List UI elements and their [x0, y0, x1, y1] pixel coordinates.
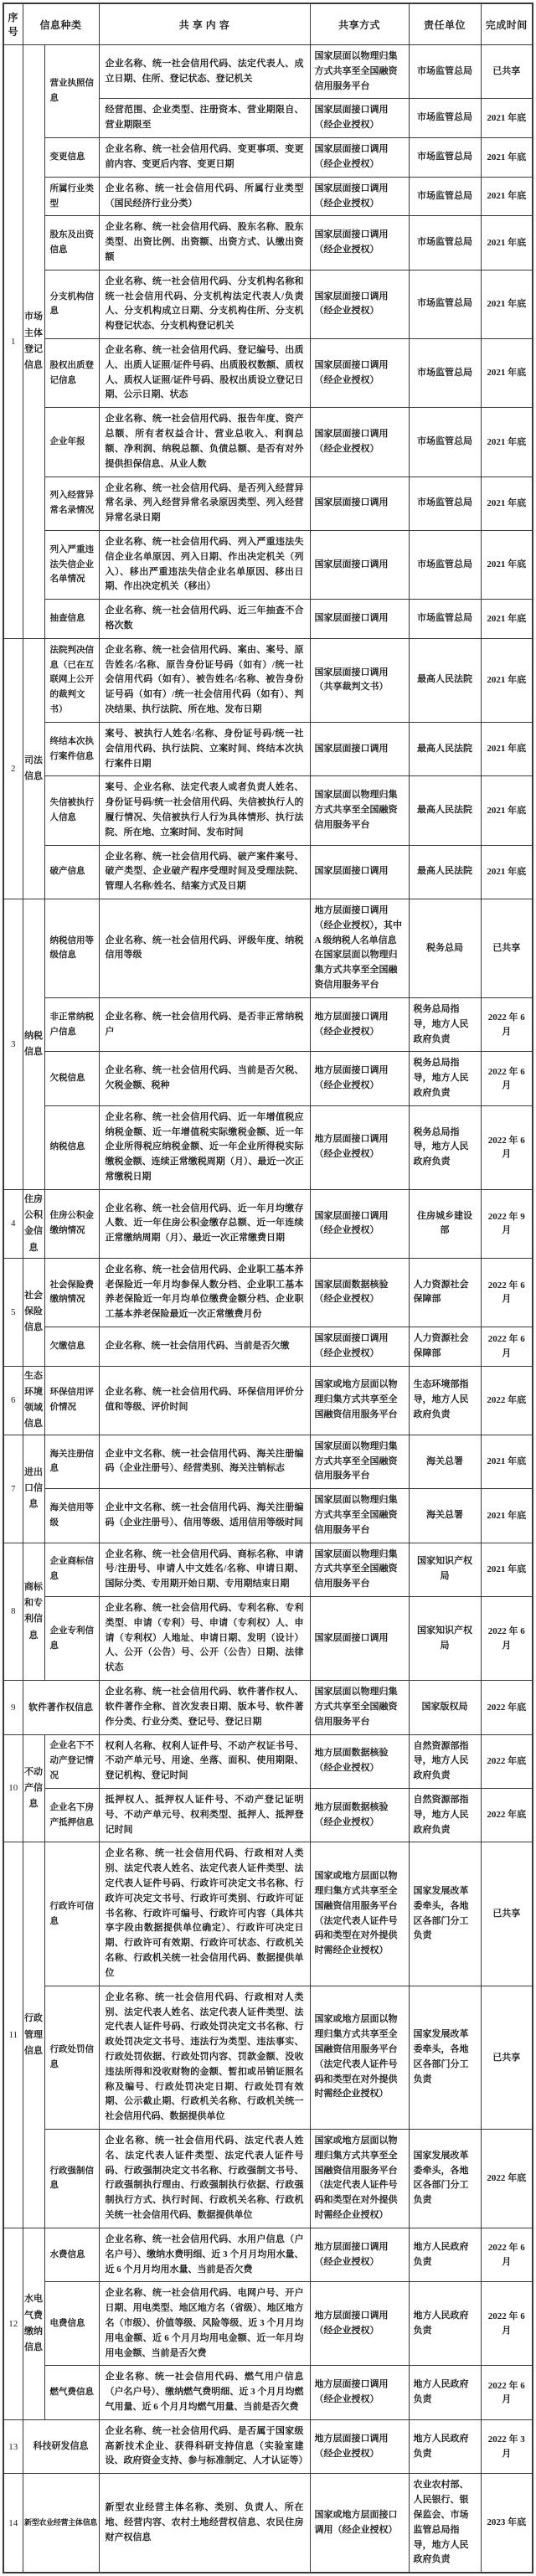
unit-cell: 市场监管总局	[409, 530, 481, 599]
table-row	[3, 600, 533, 639]
subtype-cell: 所属行业类型	[44, 177, 99, 216]
table-row	[3, 1734, 533, 1788]
group-label-cell: 生态环境领域信息	[23, 1366, 44, 1435]
subtype-cell: 变更信息	[44, 138, 99, 178]
group-label-cell: 市场主体登记信息	[23, 45, 44, 639]
content-cell: 企业名称、统一社会信用代码、报告年度、资产总额、所有者权益合计、营业总收入、利润总额、净利润、纳税总额、负债总额、是否有对外提供担保信息、从业人数	[99, 408, 310, 477]
deadline-cell: 已共享	[481, 45, 533, 99]
content-cell: 企业名称、统一社会信用代码、当前是否欠税、欠税金额、税种	[99, 1052, 310, 1105]
deadline-cell: 2021 年底	[481, 1543, 533, 1596]
content-cell: 抵押权人、抵押权人证件号、不动产登记证明号、不动产单元号、权利类型、抵押人、抵押登记时间	[99, 1788, 310, 1842]
subtype-cell: 环保信用评价情况	[44, 1366, 99, 1435]
content-cell: 企业名称、统一社会信用代码、股东名称、股东类型、出资比例、出资额、出资方式、认缴出资额	[99, 216, 310, 270]
unit-cell: 最高人民法院	[409, 776, 481, 845]
subtype-cell: 企业专利信息	[44, 1597, 99, 1681]
subtype-cell: 终结本次执行案件信息	[44, 722, 99, 775]
content-cell: 企业名称、统一社会信用代码、近一年增值税应纳税金额、近一年增值税实际缴税金额、近一年企业所得税应纳税金额、近一年企业所得税实际缴税金额、连续正常缴税周期（月）、最近一次正常缴税日期	[99, 1105, 310, 1189]
unit-cell: 地方人民政府负责	[409, 2419, 481, 2473]
method-cell: 国家层面接口调用（经企业授权）	[310, 408, 409, 477]
table-row	[3, 1105, 533, 1189]
table-row	[3, 2474, 533, 2573]
content-cell: 企业名称、统一社会信用代码、变更事项、变更前内容、变更后内容、变更日期	[99, 138, 310, 178]
header-type: 信息种类	[23, 3, 99, 45]
subtype-cell: 法院判决信息（已在互联网上公开的裁判文书）	[44, 638, 99, 722]
subtype-cell: 失信被执行人信息	[44, 776, 99, 845]
table-row	[3, 1327, 533, 1367]
method-cell: 地方层面接口调用（经企业授权）	[310, 2419, 409, 2473]
deadline-cell: 2021 年底	[481, 600, 533, 639]
subtype-cell: 纳税信息	[44, 1105, 99, 1189]
subtype-cell: 企业商标信息	[44, 1543, 99, 1596]
method-cell: 地方层面接口调用（经企业授权）	[310, 2366, 409, 2419]
group-number-cell: 5	[3, 1258, 23, 1366]
deadline-cell: 2021 年底	[481, 408, 533, 477]
content-cell: 企业中文名称、统一社会信用代码、海关注册编码（企业注册号）、经营类别、海关注销标志	[99, 1435, 310, 1488]
group-label-cell: 社会保险信息	[23, 1258, 44, 1366]
group-label-cell: 纳税信息	[23, 899, 44, 1190]
method-cell: 国家层面接口调用	[310, 600, 409, 639]
group-number-cell: 8	[3, 1543, 23, 1681]
content-cell: 案号、企业名称、法定代表人或者负责人姓名、身份证号码/统一社会信用代码、失信被执行人的履行情况、失信被执行人行为具体情形、执行法院、所在地、立案时间、发布时间	[99, 776, 310, 845]
unit-cell: 地方人民政府负责	[409, 2228, 481, 2281]
unit-cell: 税务总局	[409, 899, 481, 998]
method-cell: 国家层面接口调用	[310, 530, 409, 599]
table-row	[3, 776, 533, 845]
unit-cell: 市场监管总局	[409, 216, 481, 270]
table-row	[3, 1366, 533, 1435]
deadline-cell: 2022 年 6 月	[481, 2282, 533, 2366]
group-number-cell: 9	[3, 1681, 23, 1734]
deadline-cell: 2021 年底	[481, 270, 533, 338]
unit-cell: 海关总署	[409, 1489, 481, 1543]
table-row	[3, 339, 533, 408]
deadline-cell: 2022 年底	[481, 1366, 533, 1435]
group-number-cell: 11	[3, 1842, 23, 2228]
unit-cell: 国家发展改革委牵头，各地区各部门分工负责	[409, 1986, 481, 2129]
unit-cell: 农业农村部、人民银行、银保监会、市场监管总局指导，地方人民政府负责	[409, 2474, 481, 2573]
subtype-cell: 海关信用等级	[44, 1489, 99, 1543]
method-cell: 国家层面以物理归集方式共享至全国融资信用服务平台	[310, 1681, 409, 1734]
deadline-cell: 2022 年底	[481, 2130, 533, 2228]
table-row	[3, 1052, 533, 1105]
content-cell: 企业名称、统一社会信用代码、分支机构名称和统一社会信用代码、分支机构法定代表人/负责人、分支机构成立日期、分支机构住所、分支机构登记状态、分支机构登记机关	[99, 270, 310, 338]
unit-cell: 税务总局指导，地方人民政府负责	[409, 997, 481, 1051]
unit-cell: 市场监管总局	[409, 270, 481, 338]
content-cell: 企业名称、统一社会信用代码、破产案件案号、破产类型、企业破产程序受理时间及受理法院、管理人名称/姓名、结案方式及日期	[99, 845, 310, 899]
content-cell: 企业名称、统一社会信用代码、是否非正常纳税户	[99, 997, 310, 1051]
unit-cell: 市场监管总局	[409, 45, 481, 99]
group-number-cell: 10	[3, 1734, 23, 1842]
content-cell: 案号、被执行人姓名/名称、身份证号码/统一社会信用代码、执行法院、立案时间、终结本次执行案件日期	[99, 722, 310, 775]
method-cell: 地方层面接口调用（经企业授权）	[310, 1052, 409, 1105]
table-row	[3, 899, 533, 998]
deadline-cell: 2022 年 6 月	[481, 997, 533, 1051]
method-cell: 国家或地方层面以物理归集方式共享至全国融资信用服务平台（法定代表人证件号码和类型在对外提供时需经企业授权）	[310, 1986, 409, 2129]
content-cell: 企业名称、统一社会信用代码、法定代表人姓名、法定代表人证件类型、法定代表人证件号码、行政强制决定文书名称、行政强制文书号、行政强制执行理由、行政强制执行依据、行政强制执行方式、执行时间、行政机关名称、行政机关统一社会信用代码、数据提供单位	[99, 2130, 310, 2228]
deadline-cell: 2021 年底	[481, 477, 533, 530]
header-content: 共 享 内 容	[99, 3, 310, 45]
deadline-cell: 2022 年 6 月	[481, 1052, 533, 1105]
content-cell: 企业名称、统一社会信用代码、软件著作权人、软件著作全称、首次发表日期、版本号、软件著作分类、行业分类、登记号、登记日期	[99, 1681, 310, 1734]
deadline-cell: 已共享	[481, 899, 533, 998]
unit-cell: 人力资源社会保障部	[409, 1258, 481, 1327]
group-number-cell: 14	[3, 2474, 23, 2573]
method-cell: 地方层面接口调用（经企业授权）	[310, 2228, 409, 2281]
deadline-cell: 2021 年底	[481, 1489, 533, 1543]
table-row	[3, 408, 533, 477]
subtype-cell: 非正常纳税户信息	[44, 997, 99, 1051]
unit-cell: 市场监管总局	[409, 339, 481, 408]
subtype-cell: 股权出质登记信息	[44, 339, 99, 408]
group-number-cell: 2	[3, 638, 23, 899]
method-cell: 地方层面数据核验（经企业授权）	[310, 1788, 409, 1842]
group-label-cell: 新型农业经营主体信息	[23, 2474, 99, 2573]
group-number-cell: 13	[3, 2419, 23, 2473]
group-label-cell: 不动产信息	[23, 1734, 44, 1842]
table-row	[3, 1543, 533, 1596]
unit-cell: 税务总局指导，地方人民政府负责	[409, 1052, 481, 1105]
header-unit: 责任单位	[409, 3, 481, 45]
method-cell: 国家层面接口调用	[310, 722, 409, 775]
method-cell: 国家层面接口调用（经企业授权）	[310, 99, 409, 138]
table-row	[3, 1258, 533, 1327]
content-cell: 企业名称、统一社会信用代码、环保信用评价分值和等级、评价时间	[99, 1366, 310, 1435]
table-row	[3, 845, 533, 899]
content-cell: 企业名称、统一社会信用代码、企业职工基本养老保险近一年月均参保人数分档、企业职工基本养老保险近一年月均单位缴费金额分档、企业职工基本养老保险最近一次正常缴费月份	[99, 1258, 310, 1327]
unit-cell: 最高人民法院	[409, 722, 481, 775]
method-cell: 国家层面以物理归集方式共享至全国融资信用服务平台	[310, 776, 409, 845]
unit-cell: 生态环境部指导，地方人民政府负责	[409, 1366, 481, 1435]
table-row	[3, 138, 533, 178]
unit-cell: 国家知识产权局	[409, 1543, 481, 1596]
deadline-cell: 2021 年底	[481, 138, 533, 178]
group-number-cell: 1	[3, 45, 23, 639]
subtype-cell: 社会保险费缴纳情况	[44, 1258, 99, 1327]
method-cell: 国家层面以物理归集方式共享至全国融资信用服务平台	[310, 1435, 409, 1488]
unit-cell: 自然资源部指导，地方人民政府负责	[409, 1734, 481, 1788]
unit-cell: 地方人民政府负责	[409, 2282, 481, 2366]
unit-cell: 市场监管总局	[409, 99, 481, 138]
deadline-cell: 2022 年底	[481, 1788, 533, 1842]
subtype-cell: 抽查信息	[44, 600, 99, 639]
content-cell: 企业名称、统一社会信用代码、商标名称、申请号/注册号、申请人中文姓名/名称、申请日期、国际分类、专用期开始日期、专用期结束日期	[99, 1543, 310, 1596]
method-cell: 地方层面接口调用（经企业授权），其中 A 级纳税人名单信息在国家层面以物理归集方式共享至全国融资信用服务平台	[310, 899, 409, 998]
unit-cell: 国家发展改革委牵头，各地区各部门分工负责	[409, 1842, 481, 1986]
subtype-cell: 欠缴信息	[44, 1327, 99, 1367]
deadline-cell: 2022 年 3 月	[481, 2419, 533, 2473]
subtype-cell: 电费信息	[44, 2282, 99, 2366]
deadline-cell: 2022 年底	[481, 1681, 533, 1734]
method-cell: 国家层面接口调用（共享裁判文书）	[310, 638, 409, 722]
subtype-cell: 住房公积金缴纳情况	[44, 1189, 99, 1258]
deadline-cell: 2021 年底	[481, 638, 533, 722]
unit-cell: 市场监管总局	[409, 408, 481, 477]
content-cell: 企业名称、统一社会信用代码、近一年月均缴存人数、近一年住房公积金缴存总额、近一年连续正常缴纳周期（月）、最近一次正常缴费日期	[99, 1189, 310, 1258]
method-cell: 国家层面接口调用	[310, 477, 409, 530]
subtype-cell: 海关注册信息	[44, 1435, 99, 1488]
deadline-cell: 2021 年底	[481, 530, 533, 599]
subtype-cell: 纳税信用等级信息	[44, 899, 99, 998]
unit-cell: 地方人民政府负责	[409, 2366, 481, 2419]
deadline-cell: 2021 年底	[481, 845, 533, 899]
table-row	[3, 2228, 533, 2281]
table-row	[3, 638, 533, 722]
deadline-cell: 2023 年底	[481, 2474, 533, 2573]
table-row	[3, 1489, 533, 1543]
method-cell: 国家层面接口调用（经企业授权）	[310, 339, 409, 408]
group-number-cell: 6	[3, 1366, 23, 1435]
method-cell: 国家层面以物理归集方式共享至全国融资信用服务平台	[310, 1543, 409, 1596]
unit-cell: 自然资源部指导，地方人民政府负责	[409, 1788, 481, 1842]
deadline-cell: 2022 年 6 月	[481, 1258, 533, 1327]
content-cell: 企业名称、统一社会信用代码、登记编号、出质人、出质人证照/证件号码、出质股权数额、质权人、质权人证照/证件号码、股权出质设立登记日期、公示日期、状态	[99, 339, 310, 408]
content-cell: 企业名称、统一社会信用代码、燃气用户信息（户名户号）、缴纳燃气费明细、近 3 个月月均燃气用量、近 6 个月月均燃气用量、当前是否欠费	[99, 2366, 310, 2419]
deadline-cell: 2022 年 9 月	[481, 1189, 533, 1258]
unit-cell: 市场监管总局	[409, 600, 481, 639]
deadline-cell: 2021 年底	[481, 339, 533, 408]
unit-cell: 住房城乡建设部	[409, 1189, 481, 1258]
deadline-cell: 2021 年底	[481, 99, 533, 138]
header-no: 序号	[3, 3, 23, 45]
table-row	[3, 2130, 533, 2228]
header-deadline: 完成时间	[481, 3, 533, 45]
table-row	[3, 1435, 533, 1488]
deadline-cell: 已共享	[481, 1842, 533, 1986]
content-cell: 企业名称、统一社会信用代码、所属行业类型（国民经济行业分类）	[99, 177, 310, 216]
content-cell: 企业名称、统一社会信用代码、列入严重违法失信企业名单原因、列入日期、作出决定机关（列入）、移出严重违法失信企业名单原因、移出日期、作出决定机关（移出）	[99, 530, 310, 599]
content-cell: 企业名称、统一社会信用代码、行政相对人类别、法定代表人姓名、法定代表人证件类型、法定代表人证件号码、行政许可决定文书名称、行政许可决定文书号、行政许可类别、行政许可证书名称、行政许可编号、行政许可内容（具体共享字段由数据提供单位确定）、行政许可决定日期、行政许可有效期、行政许可状态、行政机关名称、行政机关统一社会信用代码、数据提供单位	[99, 1842, 310, 1986]
deadline-cell: 2022 年 6 月	[481, 1327, 533, 1367]
group-label-cell: 司法信息	[23, 638, 44, 899]
table-row	[3, 1986, 533, 2129]
method-cell: 国家层面以物理归集方式共享至全国融资信用服务平台	[310, 1489, 409, 1543]
subtype-cell: 燃气费信息	[44, 2366, 99, 2419]
deadline-cell: 2022 年 6 月	[481, 1597, 533, 1681]
method-cell: 国家层面接口调用（经企业授权）	[310, 216, 409, 270]
content-cell: 企业名称、统一社会信用代码、案由、案号、原告姓名/名称、原告身份证号码（如有）/统一社会信用代码（如有）、被告姓名/名称、被告身份证号码（如有）/统一社会信用代码（如有）、判决结果、执行法院、所在地、发布日期	[99, 638, 310, 722]
method-cell: 国家层面接口调用	[310, 845, 409, 899]
content-cell: 企业名称、统一社会信用代码、当前是否欠缴	[99, 1327, 310, 1367]
content-cell: 企业名称、统一社会信用代码、法定代表人、成立日期、住所、登记状态、登记机关	[99, 45, 310, 99]
subtype-cell: 欠税信息	[44, 1052, 99, 1105]
deadline-cell: 2022 年底	[481, 1734, 533, 1788]
method-cell: 地方层面接口调用（经企业授权）	[310, 2282, 409, 2366]
subtype-cell: 企业名下不动产登记情况	[44, 1734, 99, 1788]
deadline-cell: 2021 年底	[481, 1435, 533, 1488]
subtype-cell: 行政许可信息	[44, 1842, 99, 1986]
method-cell: 国家或地方层面以物理归集方式共享至全国融资信用服务平台（法定代表人证件号码和类型在对外提供时需经企业授权）	[310, 1842, 409, 1986]
table-row	[3, 477, 533, 530]
unit-cell: 国家知识产权局	[409, 1597, 481, 1681]
table-row	[3, 1788, 533, 1842]
table-row	[3, 997, 533, 1051]
method-cell: 国家层面接口调用（经企业授权）	[310, 177, 409, 216]
deadline-cell: 2021 年底	[481, 722, 533, 775]
subtype-cell: 营业执照信息	[44, 45, 99, 138]
subtype-cell: 行政强制信息	[44, 2130, 99, 2228]
unit-cell: 海关总署	[409, 1435, 481, 1488]
table-row	[3, 45, 533, 99]
subtype-cell: 企业名下房产抵押信息	[44, 1788, 99, 1842]
group-number-cell: 4	[3, 1189, 23, 1258]
subtype-cell: 列入经营异常名录情况	[44, 477, 99, 530]
subtype-cell: 破产信息	[44, 845, 99, 899]
content-cell: 企业名称、统一社会信用代码、是否列入经营异常名录、列入经营异常名录原因类型、列入经营异常名录日期	[99, 477, 310, 530]
table-row	[3, 177, 533, 216]
group-number-cell: 3	[3, 899, 23, 1190]
subtype-cell: 列入严重违法失信企业名单情况	[44, 530, 99, 599]
content-cell: 企业名称、统一社会信用代码、行政相对人类别、法定代表人姓名、法定代表人证件类型、法定代表人证件号码、行政处罚决定文书名称、行政处罚决定文书号、违法行为类型、违法事实、行政处罚依据、行政处罚内容、罚款金额、没收违法所得和没收财物的金额、暂扣或吊销证照名称及编号、行政处罚决定日期、行政处罚有效期、公示截止期、行政机关名称、行政机关统一社会信用代码、数据提供单位	[99, 1986, 310, 2129]
deadline-cell: 2021 年底	[481, 177, 533, 216]
unit-cell: 最高人民法院	[409, 638, 481, 722]
method-cell: 国家或地方层面接口调用（经企业授权）	[310, 2474, 409, 2573]
subtype-cell: 水费信息	[44, 2228, 99, 2281]
deadline-cell: 已共享	[481, 1986, 533, 2129]
content-cell: 企业名称、统一社会信用代码、评级年度、纳税信用等级	[99, 899, 310, 998]
deadline-cell: 2022 年 6 月	[481, 2228, 533, 2281]
unit-cell: 市场监管总局	[409, 138, 481, 178]
content-cell: 新型农业经营主体名称、类别、负责人、所在地、经营内容、农村土地经营权信息、农民住房财产权信息	[99, 2474, 310, 2573]
content-cell: 经营范围、企业类型、注册资本、营业期限自、营业期限至	[99, 99, 310, 138]
unit-cell: 最高人民法院	[409, 845, 481, 899]
header-method: 共享方式	[310, 3, 409, 45]
method-cell: 地方层面接口调用（经企业授权）	[310, 1105, 409, 1189]
method-cell: 国家层面接口调用（经企业授权）	[310, 138, 409, 178]
table-row	[3, 2419, 533, 2473]
content-cell: 企业名称、统一社会信用代码、电网户号、开户日期、用电类型、地区地方名（省级）、地区地方名（市级）、价值等级、风险等级、近 3 个月月均用电金额、近 6 个月月均用电金额、近一年月均用电金额、当前是否欠费	[99, 2282, 310, 2366]
table-row	[3, 1189, 533, 1258]
content-cell: 企业名称、统一社会信用代码、水用户信息（户名户号）、缴纳水费明细、近 3 个月月均用水量、近 6 个月月均用水量、当前是否欠费	[99, 2228, 310, 2281]
subtype-cell: 行政处罚信息	[44, 1986, 99, 2129]
content-cell: 权利人名称、权利人证件号、不动产权证书号、不动产单元号、用途、坐落、面积、使用期限、登记机构、登记时间	[99, 1734, 310, 1788]
subtype-cell: 分支机构信息	[44, 270, 99, 338]
group-label-cell: 行政管理信息	[23, 1842, 44, 2228]
group-label-cell: 住房公积金信息	[23, 1189, 44, 1258]
table-body	[3, 45, 533, 2573]
group-label-cell: 商标和专利信息	[23, 1543, 44, 1681]
group-label-cell: 科技研发信息	[23, 2419, 99, 2473]
table-row	[3, 2282, 533, 2366]
table-row	[3, 2366, 533, 2419]
table-row	[3, 722, 533, 775]
method-cell: 国家层面以物理归集方式共享至全国融资信用服务平台	[310, 45, 409, 99]
content-cell: 企业名称、统一社会信用代码、是否属于国家级高新技术企业、获得科研支持信息（实验室建设、政府资金支持、参与标准制定、人才认证等）	[99, 2419, 310, 2473]
content-cell: 企业名称、统一社会信用代码、近三年抽查不合格次数	[99, 600, 310, 639]
deadline-cell: 2021 年底	[481, 776, 533, 845]
group-number-cell: 7	[3, 1435, 23, 1543]
subtype-cell: 股东及出资信息	[44, 216, 99, 270]
table-row	[3, 1597, 533, 1681]
header-row	[3, 3, 533, 45]
method-cell: 国家层面接口调用	[310, 1597, 409, 1681]
group-label-cell: 水电气费缴纳信息	[23, 2228, 44, 2419]
table-header	[3, 3, 533, 45]
method-cell: 地方层面数据核验（经企业授权）	[310, 1734, 409, 1788]
table-row	[3, 270, 533, 338]
unit-cell: 市场监管总局	[409, 477, 481, 530]
method-cell: 国家或地方层面以物理归集方式共享至全国融资信用服务平台（法定代表人证件号码和类型在对外提供时需经企业授权）	[310, 2130, 409, 2228]
deadline-cell: 2022 年 6 月	[481, 1105, 533, 1189]
method-cell: 国家或地方层面以物理归集方式共享至全国融资信用服务平台	[310, 1366, 409, 1435]
subtype-cell: 企业年报	[44, 408, 99, 477]
method-cell: 地方层面接口调用（经企业授权）	[310, 997, 409, 1051]
unit-cell: 市场监管总局	[409, 177, 481, 216]
method-cell: 国家层面接口调用（经企业授权）	[310, 270, 409, 338]
method-cell: 国家层面接口调用（经企业授权）	[310, 1327, 409, 1367]
table-row	[3, 216, 533, 270]
unit-cell: 税务总局指导，地方人民政府负责	[409, 1105, 481, 1189]
table-row	[3, 1842, 533, 1986]
unit-cell: 人力资源社会保障部	[409, 1327, 481, 1367]
info-sharing-table	[3, 3, 533, 2573]
table-row	[3, 1681, 533, 1734]
unit-cell: 国家发展改革委牵头，各地区各部门分工负责	[409, 2130, 481, 2228]
deadline-cell: 2022 年 6 月	[481, 2366, 533, 2419]
deadline-cell: 2021 年底	[481, 216, 533, 270]
group-label-cell: 软件著作权信息	[23, 1681, 99, 1734]
group-label-cell: 进出口信息	[23, 1435, 44, 1543]
content-cell: 企业名称、统一社会信用代码、专利名称、专利类型、申请（专利）号、申请（专利权）人、申请（专利权）人地址、申请日期、发明（设计）人、公开（公告）号、公开（公告）日期、法律状态	[99, 1597, 310, 1681]
table-row	[3, 530, 533, 599]
method-cell: 国家层面数据核验（经企业授权）	[310, 1258, 409, 1327]
group-number-cell: 12	[3, 2228, 23, 2419]
unit-cell: 国家版权局	[409, 1681, 481, 1734]
method-cell: 国家层面接口调用（经企业授权）	[310, 1189, 409, 1258]
content-cell: 企业中文名称、统一社会信用代码、海关注册编码（企业注册号）、信用等级、适用信用等级时间	[99, 1489, 310, 1543]
